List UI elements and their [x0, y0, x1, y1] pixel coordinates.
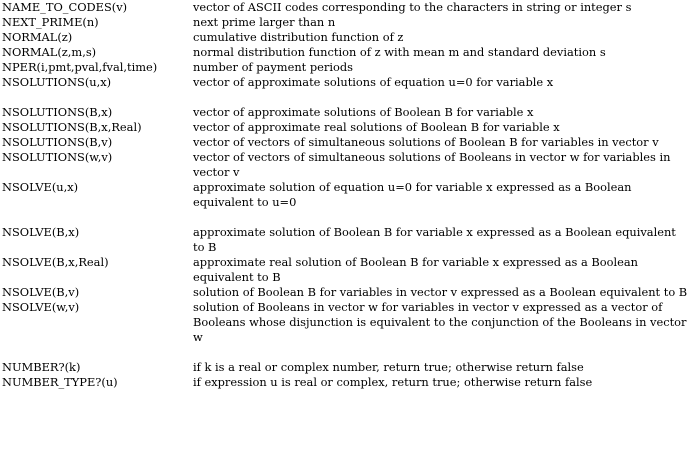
function-signature: NSOLUTIONS(B,v)	[2, 135, 113, 149]
table-row	[0, 45, 692, 60]
table-row	[0, 120, 692, 135]
function-signature: NSOLUTIONS(B,x,Real)	[2, 120, 142, 134]
function-description: cumulative distribution function of z	[193, 30, 404, 44]
function-description: if expression u is real or complex, return true; otherwise return false	[193, 375, 593, 389]
function-signature: NSOLVE(B,x)	[2, 225, 80, 239]
function-signature: NEXT_PRIME(n)	[2, 15, 99, 29]
function-description: approximate solution of Boolean B for variable x expressed as a Boolean equivalent to B	[193, 225, 676, 254]
function-signature: NUMBER_TYPE?(u)	[2, 375, 118, 389]
function-signature: NUMBER?(k)	[2, 360, 81, 374]
table-row	[0, 60, 692, 75]
table-row	[0, 375, 692, 390]
function-signature: NORMAL(z)	[2, 30, 73, 44]
table-row	[0, 105, 692, 120]
row-spacer	[0, 345, 692, 360]
function-description: vector of approximate real solutions of Boolean B for variable x	[193, 120, 560, 134]
function-description: if k is a real or complex number, return true; otherwise return false	[193, 360, 584, 374]
function-description: vector of approximate solutions of equation u=0 for variable x	[193, 75, 554, 89]
function-description: vector of ASCII codes corresponding to the characters in string or integer s	[193, 0, 632, 14]
table-row	[0, 150, 692, 180]
function-description: next prime larger than n	[193, 15, 336, 29]
function-signature: NORMAL(z,m,s)	[2, 45, 97, 59]
table-row	[0, 180, 692, 210]
function-signature: NSOLVE(u,x)	[2, 180, 79, 194]
function-description: solution of Booleans in vector w for variables in vector v expressed as a vector of Booleans whose disjunction is equivalent to the conjunction of the Booleans in vector w	[193, 300, 687, 344]
function-description: vector of vectors of simultaneous solutions of Booleans in vector w for variables in vector v	[193, 150, 671, 179]
function-description: normal distribution function of z with mean m and standard deviation s	[193, 45, 606, 59]
table-row	[0, 225, 692, 255]
function-description: solution of Boolean B for variables in vector v expressed as a Boolean equivalent to B	[193, 285, 688, 299]
table-row	[0, 255, 692, 285]
table-row	[0, 360, 692, 375]
table-row	[0, 15, 692, 30]
function-signature: NAME_TO_CODES(v)	[2, 0, 128, 14]
table-row	[0, 285, 692, 300]
function-description: number of payment periods	[193, 60, 353, 74]
function-description: approximate solution of equation u=0 for variable x expressed as a Boolean equivalent to u=0	[193, 180, 632, 209]
row-spacer	[0, 90, 692, 105]
table-row	[0, 135, 692, 150]
row-spacer	[0, 210, 692, 225]
table-row	[0, 0, 692, 15]
function-signature: NPER(i,pmt,pval,fval,time)	[2, 60, 158, 74]
function-signature: NSOLVE(w,v)	[2, 300, 80, 314]
function-signature: NSOLUTIONS(w,v)	[2, 150, 113, 164]
function-signature: NSOLUTIONS(u,x)	[2, 75, 112, 89]
function-description: vector of approximate solutions of Boolean B for variable x	[193, 105, 534, 119]
function-description: vector of vectors of simultaneous solutions of Boolean B for variables in vector v	[193, 135, 659, 149]
function-signature: NSOLVE(B,x,Real)	[2, 255, 109, 269]
table-row	[0, 75, 692, 90]
function-signature: NSOLVE(B,v)	[2, 285, 80, 299]
table-row	[0, 30, 692, 45]
function-signature: NSOLUTIONS(B,x)	[2, 105, 113, 119]
table-row	[0, 300, 692, 345]
function-description: approximate real solution of Boolean B for variable x expressed as a Boolean equivalent to B	[193, 255, 638, 284]
